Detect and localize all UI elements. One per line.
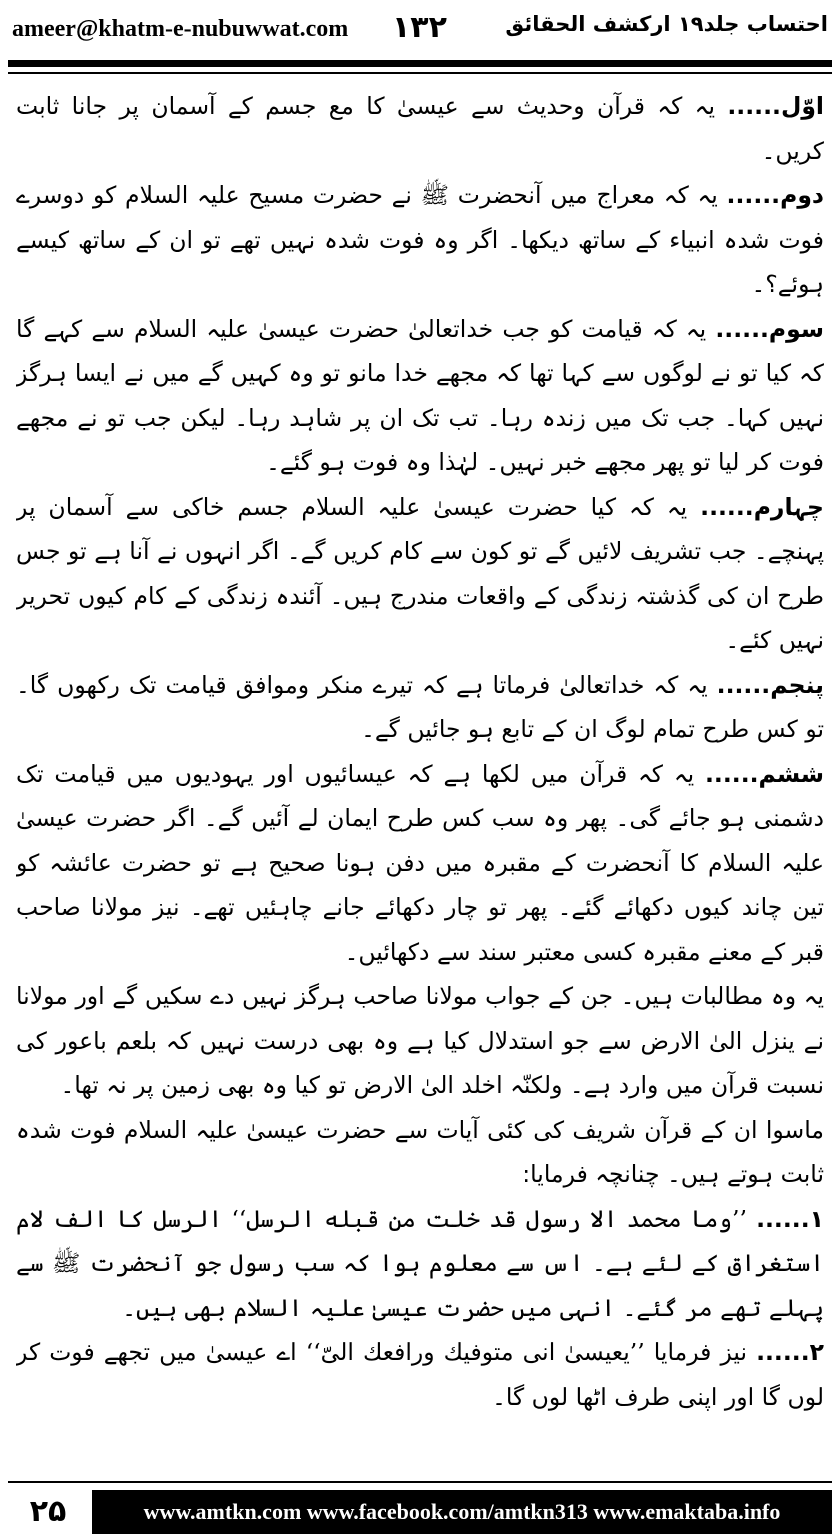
- paragraph-lead: ۲......: [756, 1338, 824, 1366]
- page-header: [8, 6, 832, 58]
- paragraph-lead: ششم......: [704, 759, 824, 788]
- paragraph-4: [16, 485, 824, 663]
- header-rule-thick: [8, 60, 832, 67]
- paragraph-3: [16, 307, 824, 485]
- footer-bar: [92, 1490, 832, 1534]
- paragraph-text: یہ کہ معراج میں آنحضرت ﷺ نے حضرت مسیح علیہ السلام کو دوسرے فوت شدہ انبیاء کے ساتھ دیکھا۔ اگر وہ فوت شدہ نہیں تھے تو ان کے ساتھ کیسے ہوئے؟۔: [16, 181, 824, 298]
- paragraph-7: [16, 974, 824, 1108]
- paragraph-10: [16, 1330, 824, 1419]
- paragraph-lead: سوم......: [715, 314, 824, 343]
- header-rule-thin: [8, 72, 832, 74]
- footer-rule: [8, 1481, 832, 1483]
- footer-page-number: ۲۵: [29, 1493, 67, 1529]
- body-text: [16, 84, 824, 1469]
- paragraph-8: [16, 1108, 824, 1197]
- paragraph-text: یہ کہ قرآن وحدیث سے عیسیٰ کا مع جسم کے آسمان پر جانا ثابت کریں۔: [16, 92, 824, 165]
- paragraph-text: یہ وہ مطالبات ہیں۔ جن کے جواب مولانا صاحب ہرگز نہیں دے سکیں گے اور مولانا نے ینزل الیٰ الارض سے جو استدلال کیا ہے وہ بھی درست نہیں کہ بلعم باعور کی نسبت قرآن میں وارد ہے۔ ولکنّہ اخلد الیٰ الارض تو کیا وہ بھی زمین پر نہ تھا۔: [16, 982, 824, 1099]
- paragraph-lead: ۱......: [756, 1204, 824, 1233]
- paragraph-text: یہ کہ خداتعالیٰ فرماتا ہے کہ تیرے منکر وموافق قیامت تک رکھوں گا۔ تو کس طرح تمام لوگ ان کے تابع ہو جائیں گے۔: [16, 670, 824, 743]
- paragraph-text: ’’وما محمد الا رسول قد خلت من قبله الرسل‘‘ الرسل کا الف لام استغراق کے لئے ہے۔ اس سے معلوم ہوا کہ سب رسول جو آنحضرت ﷺ سے پہلے تھے مر گئے۔ انہی میں حضرت عیسیٰ علیہ السلام بھی ہیں۔: [16, 1204, 824, 1322]
- header-email: ameer@khatm-e-nubuwwat.com: [12, 16, 349, 42]
- paragraph-lead: اوّل......: [727, 92, 824, 120]
- header-book-title: احتساب جلد۱۹ ارکشف الحقائق: [505, 12, 828, 36]
- paragraph-text: یہ کہ کیا حضرت عیسیٰ علیہ السلام جسم خاکی سے آسمان پر پہنچے۔ جب تشریف لائیں گے تو کون سے کام کریں گے۔ اگر انہوں نے آنا ہے تو جس طرح ان کی گذشتہ زندگی کے واقعات مندرج ہیں۔ آئندہ زندگی کے کام کیوں تحریر نہیں کئے۔: [16, 492, 824, 654]
- paragraph-2: [16, 173, 824, 307]
- header-page-number: ۱۳۲: [392, 10, 447, 45]
- paragraph-text: نیز فرمایا ’’یعیسیٰ انی متوفیك ورافعك الیّ‘‘ اے عیسیٰ میں تجھے فوت کر لوں گا اور اپنی طرف اٹھا لوں گا۔: [16, 1338, 824, 1411]
- paragraph-text: یہ کہ قیامت کو جب خداتعالیٰ حضرت عیسیٰ علیہ السلام سے کہے گا کہ کیا تو نے لوگوں سے کہا تھا کہ مجھے خدا مانو تو وہ کہیں گے میں نے ایسا ہرگز نہیں کہا۔ جب تک میں زندہ رہا۔ تب تک ان پر شاہد رہا۔ لیکن جب تو نے مجھے فوت کر لیا تو پھر مجھے خبر نہیں۔ لہٰذا وہ فوت ہو گئے۔: [16, 314, 824, 476]
- paragraph-lead: پنجم......: [716, 670, 824, 699]
- paragraph-text: ماسوا ان کے قرآن شریف کی کئی آیات سے حضرت عیسیٰ علیہ السلام فوت شدہ ثابت ہوتے ہیں۔ چنانچہ فرمایا:: [16, 1115, 824, 1188]
- footer-links: www.amtkn.com www.facebook.com/amtkn313 www.emaktaba.info: [143, 1499, 781, 1524]
- paragraph-6: [16, 752, 824, 975]
- paragraph-lead: چہارم......: [700, 492, 824, 521]
- paragraph-text: یہ کہ قرآن میں لکھا ہے کہ عیسائیوں اور یہودیوں میں قیامت تک دشمنی ہو جائے گی۔ پھر وہ سب کس طرح ایمان لے آئیں گے۔ اگر حضرت عیسیٰ علیہ السلام کا آنحضرت کے مقبرہ میں دفن ہونا صحیح ہے تو حضرت عائشہ کو تین چاند کیوں دکھائے گئے۔ پھر تو چار دکھائے جانے چاہئیں تھے۔ نیز مولانا صاحب قبر کے معنے مقبرہ کسی معتبر سند سے دکھائیں۔: [16, 759, 824, 966]
- paragraph-lead: دوم......: [726, 181, 824, 209]
- paragraph-5: [16, 663, 824, 752]
- paragraph-9: [16, 1197, 824, 1331]
- paragraph-1: [16, 84, 824, 173]
